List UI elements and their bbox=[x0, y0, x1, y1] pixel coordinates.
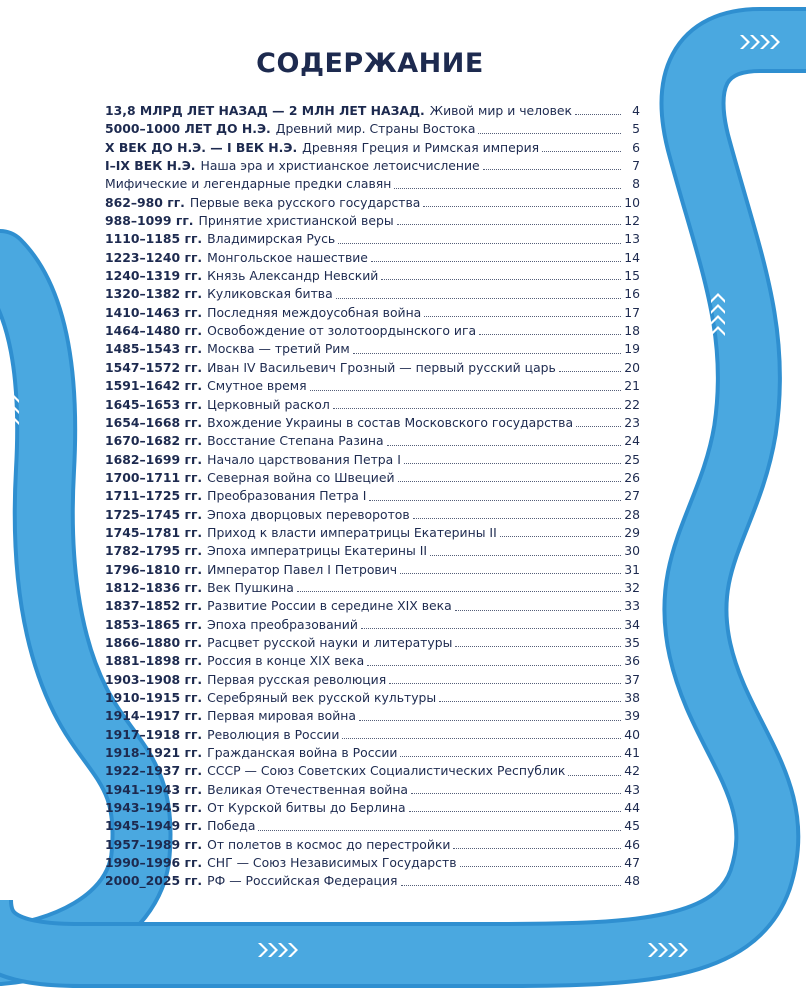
toc-entry-date: I–IX ВЕК Н.Э. bbox=[105, 158, 196, 174]
toc-entry-title: Развитие России в середине XIX века bbox=[207, 598, 452, 614]
dot-leader bbox=[361, 628, 621, 629]
toc-entry-date: 1957–1989 гг. bbox=[105, 836, 203, 852]
dot-leader bbox=[367, 665, 621, 666]
toc-entry-date: 1903–1908 гг. bbox=[105, 671, 203, 687]
dot-leader bbox=[455, 610, 621, 611]
toc-entry[interactable] bbox=[105, 744, 640, 762]
toc-entry-title: Эпоха дворцовых переворотов bbox=[207, 506, 410, 522]
toc-entry-title: Принятие христианской веры bbox=[198, 213, 394, 229]
dot-leader bbox=[430, 555, 621, 556]
toc-entry-date: 1910–1915 гг. bbox=[105, 690, 203, 705]
dot-leader bbox=[401, 885, 622, 886]
toc-entry-title: Наша эра и христианское летоисчисление bbox=[200, 158, 480, 174]
dot-leader bbox=[575, 114, 621, 115]
page-title: СОДЕРЖАНИЕ bbox=[256, 48, 484, 79]
toc-entry[interactable] bbox=[105, 322, 640, 340]
toc-entry-page: 29 bbox=[624, 524, 640, 540]
dot-leader bbox=[400, 756, 621, 757]
dot-leader bbox=[336, 298, 621, 299]
toc-entry-page: 22 bbox=[624, 396, 640, 412]
toc-entry-date: 1725–1745 гг. bbox=[105, 506, 203, 522]
toc-entry-page: 24 bbox=[624, 433, 640, 449]
dot-leader bbox=[338, 243, 621, 244]
toc-entry[interactable] bbox=[105, 781, 640, 799]
toc-entry-title: Император Павел I Петрович bbox=[207, 561, 398, 577]
chevrons-up-icon bbox=[5, 653, 19, 685]
toc-entry-page: 39 bbox=[624, 708, 640, 724]
toc-entry-page: 15 bbox=[624, 268, 640, 284]
toc-entry-title: От Курской битвы до Берлина bbox=[207, 800, 406, 816]
toc-entry-title: Иван IV Васильевич Грозный — первый русский царь bbox=[207, 359, 556, 375]
toc-entry-page: 17 bbox=[624, 304, 640, 320]
toc-entry-title: Эпоха преобразований bbox=[207, 616, 358, 632]
toc-entry-date: 5000–1000 ЛЕТ ДО Н.Э. bbox=[105, 121, 271, 137]
toc-entry-title: Победа bbox=[207, 818, 256, 834]
toc-entry[interactable] bbox=[105, 267, 640, 285]
toc-entry-title: Россия в конце XIX века bbox=[207, 653, 365, 669]
toc-entry-title: Первая русская революция bbox=[207, 671, 387, 687]
dot-leader bbox=[576, 426, 621, 427]
dot-leader bbox=[297, 591, 621, 592]
toc-entry-title: От полетов в космос до перестройки bbox=[207, 836, 451, 852]
toc-entry-date: 1917–1918 гг. bbox=[105, 726, 203, 742]
toc-entry-title: Восстание Степана Разина bbox=[207, 433, 384, 449]
toc-entry[interactable] bbox=[105, 762, 640, 780]
toc-entry[interactable] bbox=[105, 542, 640, 560]
toc-entry-page: 35 bbox=[624, 634, 640, 650]
toc-entry-page: 19 bbox=[624, 341, 640, 357]
toc-entry-page: 26 bbox=[624, 469, 640, 485]
toc-entry[interactable] bbox=[105, 120, 640, 138]
toc-entry[interactable] bbox=[105, 872, 640, 890]
toc-entry[interactable] bbox=[105, 175, 640, 193]
dot-leader bbox=[460, 866, 621, 867]
dot-leader bbox=[342, 738, 621, 739]
toc-entry[interactable] bbox=[105, 652, 640, 670]
toc-entry-page: 7 bbox=[632, 158, 640, 174]
toc-entry-page: 32 bbox=[624, 579, 640, 595]
toc-entry-title: Начало царствования Петра I bbox=[207, 451, 401, 467]
toc-entry[interactable] bbox=[105, 836, 640, 854]
dot-leader bbox=[423, 206, 621, 207]
dot-leader bbox=[483, 169, 621, 170]
dot-leader bbox=[479, 334, 621, 335]
dot-leader bbox=[424, 316, 621, 317]
toc-entry[interactable] bbox=[105, 726, 640, 744]
toc-entry[interactable] bbox=[105, 451, 640, 469]
toc-entry-title: Вхождение Украины в состав Московского государства bbox=[207, 414, 574, 430]
toc-entry-page: 44 bbox=[624, 800, 640, 816]
toc-entry-title: Мифические и легендарные предки славян bbox=[105, 176, 392, 192]
toc-entry-page: 13 bbox=[624, 231, 640, 247]
toc-entry[interactable] bbox=[105, 469, 640, 487]
toc-entry-page: 36 bbox=[624, 653, 640, 669]
dot-leader bbox=[394, 188, 621, 189]
toc-entry-page: 37 bbox=[624, 671, 640, 687]
toc-entry-date: 1410–1463 гг. bbox=[105, 304, 203, 320]
toc-entry-title: Революция в России bbox=[207, 726, 340, 742]
toc-entry-title: Князь Александр Невский bbox=[207, 268, 379, 284]
toc-entry[interactable] bbox=[105, 396, 640, 414]
toc-entry-date: 1745–1781 гг. bbox=[105, 524, 203, 540]
dot-leader bbox=[455, 646, 621, 647]
toc-entry-title: Монгольское нашествие bbox=[207, 249, 368, 265]
toc-entry[interactable] bbox=[105, 377, 640, 395]
toc-entry-date: 1464–1480 гг. bbox=[105, 323, 203, 339]
toc-entry-date: 1223–1240 гг. bbox=[105, 249, 203, 265]
toc-entry[interactable] bbox=[105, 487, 640, 505]
dot-leader bbox=[258, 830, 621, 831]
toc-entry-date: 1682–1699 гг. bbox=[105, 451, 203, 467]
toc-entry[interactable] bbox=[105, 212, 640, 230]
toc-entry-page: 21 bbox=[624, 378, 640, 394]
toc-entry[interactable] bbox=[105, 432, 640, 450]
toc-entry-date: 1645–1653 гг. bbox=[105, 396, 203, 412]
toc-entry-title: Гражданская война в России bbox=[207, 745, 398, 761]
toc-entry[interactable] bbox=[105, 194, 640, 212]
dot-leader bbox=[478, 133, 621, 134]
toc-entry-page: 16 bbox=[624, 286, 640, 302]
toc-entry-date: 1922–1937 гг. bbox=[105, 763, 203, 779]
toc-entry-page: 41 bbox=[624, 745, 640, 761]
toc-entry-title: СССР — Союз Советских Социалистических Республик bbox=[207, 763, 566, 779]
toc-entry-title: Последняя междоусобная война bbox=[207, 304, 422, 320]
toc-entry-date: 1990–1996 гг. bbox=[105, 855, 203, 871]
toc-entry-date: X ВЕК ДО Н.Э. — I ВЕК Н.Э. bbox=[105, 139, 298, 155]
toc-entry-date: 2000_2025 гг. bbox=[105, 873, 203, 889]
toc-entry-page: 47 bbox=[624, 855, 640, 871]
dot-leader bbox=[310, 390, 621, 391]
toc-entry[interactable] bbox=[105, 340, 640, 358]
toc-entry[interactable] bbox=[105, 359, 640, 377]
toc-entry[interactable] bbox=[105, 304, 640, 322]
toc-entry-date: 1711–1725 гг. bbox=[105, 488, 203, 504]
toc-entry-title: Древняя Греция и Римская империя bbox=[302, 139, 540, 155]
dot-leader bbox=[404, 463, 621, 464]
toc-entry[interactable] bbox=[105, 157, 640, 175]
toc-entry-date: 1654–1668 гг. bbox=[105, 414, 203, 430]
toc-entry-title: Приход к власти императрицы Екатерины II bbox=[207, 524, 497, 540]
toc-entry[interactable] bbox=[105, 671, 640, 689]
dot-leader bbox=[389, 683, 621, 684]
toc-entry[interactable] bbox=[105, 799, 640, 817]
toc-entry-title: Смутное время bbox=[207, 378, 307, 394]
toc-entry[interactable] bbox=[105, 579, 640, 597]
table-of-contents bbox=[105, 102, 640, 891]
toc-entry-date: 1866–1880 гг. bbox=[105, 634, 203, 650]
toc-entry-page: 38 bbox=[624, 690, 640, 705]
toc-entry-page: 20 bbox=[624, 359, 640, 375]
toc-entry[interactable] bbox=[105, 817, 640, 835]
toc-entry-date: 1110–1185 гг. bbox=[105, 231, 203, 247]
toc-entry[interactable] bbox=[105, 414, 640, 432]
toc-entry-date: 1320–1382 гг. bbox=[105, 286, 203, 302]
toc-entry[interactable] bbox=[105, 689, 640, 707]
toc-entry[interactable] bbox=[105, 561, 640, 579]
toc-entry-title: Эпоха императрицы Екатерины II bbox=[207, 543, 428, 559]
toc-entry-date: 1547–1572 гг. bbox=[105, 359, 203, 375]
toc-entry-date: 1945–1949 гг. bbox=[105, 818, 203, 834]
dot-leader bbox=[381, 279, 621, 280]
dot-leader bbox=[353, 353, 621, 354]
toc-entry-title: Освобождение от золотоордынского ига bbox=[207, 323, 477, 339]
toc-entry[interactable] bbox=[105, 249, 640, 267]
toc-entry-title: Век Пушкина bbox=[207, 579, 294, 595]
toc-entry[interactable] bbox=[105, 597, 640, 615]
dot-leader bbox=[400, 573, 621, 574]
toc-entry-date: 1670–1682 гг. bbox=[105, 433, 203, 449]
toc-entry-page: 27 bbox=[624, 488, 640, 504]
toc-entry-title: Первая мировая война bbox=[207, 708, 356, 724]
dot-leader bbox=[371, 261, 621, 262]
toc-entry-title: Москва — третий Рим bbox=[207, 341, 350, 357]
toc-entry-page: 8 bbox=[632, 176, 640, 192]
toc-entry-date: 1812–1836 гг. bbox=[105, 579, 203, 595]
dot-leader bbox=[453, 848, 621, 849]
toc-entry-title: Древний мир. Страны Востока bbox=[275, 121, 476, 137]
dot-leader bbox=[439, 701, 621, 702]
toc-entry[interactable] bbox=[105, 102, 640, 120]
toc-entry-date: 1853–1865 гг. bbox=[105, 616, 203, 632]
toc-entry[interactable] bbox=[105, 616, 640, 634]
toc-entry-title: РФ — Российская Федерация bbox=[207, 873, 398, 889]
toc-entry[interactable] bbox=[105, 506, 640, 524]
dot-leader bbox=[387, 445, 621, 446]
toc-entry-date: 1782–1795 гг. bbox=[105, 543, 203, 559]
toc-entry[interactable] bbox=[105, 707, 640, 725]
toc-entry-page: 4 bbox=[632, 103, 640, 118]
toc-entry-title: Церковный раскол bbox=[207, 396, 330, 412]
toc-entry-date: 1943–1945 гг. bbox=[105, 800, 203, 816]
toc-entry-title: Владимирская Русь bbox=[207, 231, 336, 247]
toc-entry-date: 1941–1943 гг. bbox=[105, 781, 203, 797]
toc-entry-page: 28 bbox=[624, 506, 640, 522]
toc-entry-date: 1914–1917 гг. bbox=[105, 708, 203, 724]
toc-entry-date: 1700–1711 гг. bbox=[105, 469, 203, 485]
toc-entry-page: 42 bbox=[624, 763, 640, 779]
toc-entry-date: 1918–1921 гг. bbox=[105, 745, 203, 761]
toc-entry-page: 43 bbox=[624, 781, 640, 797]
dot-leader bbox=[559, 371, 621, 372]
toc-entry[interactable] bbox=[105, 854, 640, 872]
dot-leader bbox=[500, 536, 621, 537]
toc-entry-page: 33 bbox=[624, 598, 640, 614]
toc-entry-title: Первые века русского государства bbox=[189, 194, 421, 210]
toc-entry-page: 14 bbox=[624, 249, 640, 265]
toc-entry[interactable] bbox=[105, 524, 640, 542]
toc-entry-title: Северная война со Швецией bbox=[207, 469, 395, 485]
dot-leader bbox=[369, 500, 621, 501]
dot-leader bbox=[413, 518, 621, 519]
toc-entry[interactable] bbox=[105, 285, 640, 303]
toc-entry-page: 34 bbox=[624, 616, 640, 632]
toc-entry-page: 30 bbox=[624, 543, 640, 559]
toc-entry-date: 1485–1543 гг. bbox=[105, 341, 203, 357]
toc-entry[interactable] bbox=[105, 230, 640, 248]
toc-entry-title: Живой мир и человек bbox=[429, 103, 573, 118]
toc-entry-page: 31 bbox=[624, 561, 640, 577]
dot-leader bbox=[397, 224, 621, 225]
toc-entry-page: 10 bbox=[624, 194, 640, 210]
dot-leader bbox=[542, 151, 621, 152]
toc-entry-page: 12 bbox=[624, 213, 640, 229]
toc-entry-title: Великая Отечественная война bbox=[207, 781, 409, 797]
chevrons-up-icon bbox=[738, 598, 752, 641]
toc-entry-title: Расцвет русской науки и литературы bbox=[207, 634, 453, 650]
toc-entry-page: 45 bbox=[624, 818, 640, 834]
toc-entry-date: 862–980 гг. bbox=[105, 194, 185, 210]
toc-entry-page: 23 bbox=[624, 414, 640, 430]
toc-entry-page: 5 bbox=[632, 121, 640, 137]
toc-entry-date: 1837–1852 гг. bbox=[105, 598, 203, 614]
toc-entry-page: 25 bbox=[624, 451, 640, 467]
toc-entry[interactable] bbox=[105, 634, 640, 652]
dot-leader bbox=[409, 811, 621, 812]
toc-entry[interactable] bbox=[105, 139, 640, 157]
toc-entry-page: 6 bbox=[632, 139, 640, 155]
dot-leader bbox=[568, 775, 621, 776]
toc-entry-date: 1796–1810 гг. bbox=[105, 561, 203, 577]
toc-entry-page: 46 bbox=[624, 836, 640, 852]
toc-entry-title: Преобразования Петра I bbox=[207, 488, 367, 504]
toc-entry-date: 1881–1898 гг. bbox=[105, 653, 203, 669]
toc-entry-date: 1591–1642 гг. bbox=[105, 378, 203, 394]
toc-entry-title: Куликовская битва bbox=[207, 286, 333, 302]
toc-entry-date: 1240–1319 гг. bbox=[105, 268, 203, 284]
toc-entry-date: 13,8 МЛРД ЛЕТ НАЗАД — 2 МЛН ЛЕТ НАЗАД. bbox=[105, 103, 425, 118]
toc-entry-date: 988–1099 гг. bbox=[105, 213, 194, 229]
dot-leader bbox=[398, 481, 621, 482]
toc-entry-page: 48 bbox=[624, 873, 640, 889]
dot-leader bbox=[333, 408, 621, 409]
dot-leader bbox=[359, 720, 621, 721]
toc-entry-title: СНГ — Союз Независимых Государств bbox=[207, 855, 457, 871]
dot-leader bbox=[411, 793, 621, 794]
toc-entry-page: 18 bbox=[624, 323, 640, 339]
toc-entry-page: 40 bbox=[624, 726, 640, 742]
toc-entry-title: Серебряный век русской культуры bbox=[207, 690, 437, 705]
